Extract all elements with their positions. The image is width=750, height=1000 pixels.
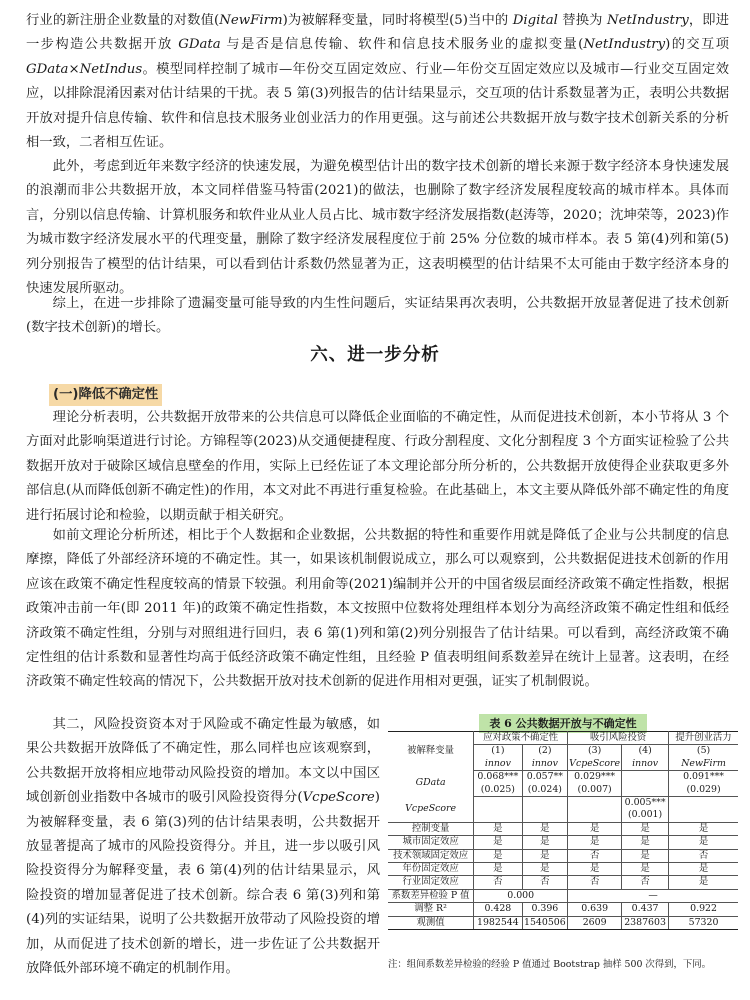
cell: 0.437 [622, 903, 669, 916]
subsection-heading-wrap [49, 383, 162, 407]
cell: 是 [522, 849, 568, 862]
cell: 是 [474, 822, 522, 835]
cell: (0.025) [474, 784, 522, 797]
dep-var: innov [474, 758, 522, 771]
table-row-city-fe [388, 836, 738, 849]
cell: 是 [522, 836, 568, 849]
row-label-gdata: GData [388, 771, 474, 797]
table-row-controls [388, 822, 738, 835]
row-label: 城市固定效应 [388, 836, 474, 849]
row-label: 年份固定效应 [388, 863, 474, 876]
cell: (0.001) [622, 809, 669, 822]
cell [568, 809, 622, 822]
table-row-year-fe [388, 863, 738, 876]
cell: 0.428 [474, 903, 522, 916]
cell [622, 784, 669, 797]
dep-var: innov [622, 758, 669, 771]
cell: 0.639 [568, 903, 622, 916]
col-num: (5) [696, 745, 711, 757]
dep-var-label: 被解释变量 [388, 732, 474, 771]
table-row-pvalue [388, 889, 738, 902]
col-num: (3) [568, 745, 622, 758]
table-row-groups [388, 732, 738, 745]
table-row-r2 [388, 903, 738, 916]
table-row-tech-fe [388, 849, 738, 862]
cell [522, 809, 568, 822]
cell: 57320 [669, 916, 738, 929]
row-label: 技术领域固定效应 [388, 849, 474, 862]
col-num: (4) [622, 745, 669, 758]
cell: 0.000 [474, 889, 568, 902]
cell: 0.005*** [622, 797, 669, 810]
paragraph-summary: 综上，在进一步排除了遗漏变量可能导致的内生性问题后，实证结果再次表明，公共数据开放显著促进了技术创新(数字技术创新)的增长。 [26, 296, 729, 336]
cell: 是 [522, 863, 568, 876]
cell [474, 809, 522, 822]
cell: 否 [568, 876, 622, 889]
cell: (0.029) [669, 784, 738, 797]
cell: 2387603 [622, 916, 669, 929]
paragraph-digital-economy: 此外，考虑到近年来数字经济的快速发展，为避免模型估计出的数字技术创新的增长来源于数字经济本身快速发展的浪潮而非公共数据开放，本文同样借鉴马特雷(2021)的做法，也删除了数字经济发展程度较高的城市样本。具体而言，分别以信息传输、计算机服务和软件业从业人员占比、城市数字经济发展指数(赵涛等，2020；沈坤荣等，2023)作为城市数字经济发展水平的代理变量，删除了数字经济发展程度位于前 25% 分位数的城市样本。表 5 第(4)列和第(5)列分别报告了模型的估计结果，可以看到估计系数仍然显著为正，这表明模型的估计结果不太可能由于数字经济本身的快速发展所驱动。 [26, 159, 730, 297]
cell: 否 [474, 876, 522, 889]
cell [474, 797, 522, 810]
table-row-gdata-coef [388, 771, 738, 784]
section-heading: 六、进一步分析 [310, 345, 440, 365]
cell [568, 797, 622, 810]
cell: (0.024) [522, 784, 568, 797]
cell: 1540506 [523, 916, 566, 928]
cell: 否 [568, 849, 622, 862]
group-header-vc: 吸引风险投资 [568, 732, 669, 745]
cell: 否 [622, 876, 669, 889]
paragraph-theory: 理论分析表明，公共数据开放带来的公共信息可以降低企业面临的不确定性，从而促进技术创新，本小节将从 3 个方面对此影响渠道进行讨论。方锦程等(2023)从交通便捷程度、行政分割程度、文化分割程度 3 个方面实证检验了公共数据开放对于破除区域信息壁垒的作用，实际上已经佐证了本文理论部分所分析的，公共数据开放使得企业获取更多外部信息(从而降低创新不确定性)的作用，本文对此不再进行重复检验。在此基础上，本文主要从降低外部不确定性的角度进行拓展讨论和检验，以期贡献于相关研究。 [26, 410, 729, 523]
cell: 0.057** [522, 771, 568, 784]
paragraph-venture-capital: 其二，风险投资资本对于风险或不确定性最为敏感，如果公共数据开放降低了不确定性，那么同样也应该观察到，公共数据开放将相应地带动风险投资的增加。本文以中国区域创新创业指数中各城市的吸引风险投资得分(VcpeScore)为被解释变量，表 6 第(3)列的估计结果表明，公共数据开放显著提高了城市的风险投资得分。并且，进一步以吸引风险投资得分为解释变量，表 6 第(4)列的估计结果显示，风险投资的增加显著促进了技术创新。综合表 6 第(3)列和第(4)列的实证结果，说明了公共数据开放带动了风险投资的增加，从而促进了技术创新的增长，进一步佐证了公共数据开放降低外部环境不确定的机制作用。 [26, 717, 380, 977]
row-label: 调整 R² [388, 903, 474, 916]
dep-var: innov [522, 758, 568, 771]
col-num: (1) [474, 745, 522, 758]
cell: 是 [669, 836, 738, 849]
cell: 是 [568, 836, 622, 849]
cell: 是 [522, 822, 568, 835]
cell: 是 [568, 822, 622, 835]
col-num: (2) [522, 745, 568, 758]
cell: 是 [669, 863, 738, 876]
cell: 是 [568, 863, 622, 876]
dep-var: NewFirm [669, 758, 738, 771]
row-label: 控制变量 [388, 822, 474, 835]
table-row-vcpe-coef [388, 797, 738, 810]
cell: 是 [622, 863, 669, 876]
dep-var: VcpeScore [569, 757, 621, 769]
group-header-entrepreneurship: 提升创业活力 [669, 732, 738, 745]
cell: 是 [622, 836, 669, 849]
table6-title: 表 6 公共数据开放与不确定性 [479, 714, 646, 733]
group-header-policy: 应对政策不确定性 [474, 732, 568, 745]
table-row-obs [388, 916, 738, 929]
paragraph-policy-uncertainty: 如前文理论分析所述，相比于个人数据和企业数据，公共数据的特性和重要作用就是降低了企业与公共制度的信息摩擦，降低了外部经济环境的不确定性。其一，如果该机制假说成立，那么可以观察到，公共数据促进技术创新的作用应该在政策不确定性程度较高的情景下较强。利用俞等(2021)编制并公开的中国省级层面经济政策不确定性指数，根据政策冲击前一年(即 2011 年)的政策不确定性指数，本文按照中位数将处理组样本划分为高经济政策不确定性组和低经济政策不确定性组，分别与对照组进行回归，表 6 第(1)列和第(2)列分别报告了估计结果。可以看到，高经济政策不确定性组的估计系数和显著性均高于低经济政策不确定性组，且经验 P 值表明组间系数差异在统计上显著。这表明，在经济政策不确定性较高的情况下，公共数据开放对技术创新的促进作用相对更强，证实了机制假说。 [26, 528, 729, 690]
cell: 否 [522, 876, 568, 889]
cell: 是 [622, 849, 669, 862]
table-row-industry-fe [388, 876, 738, 889]
cell: (0.007) [568, 784, 622, 797]
cell: 0.396 [522, 903, 568, 916]
cell: 是 [474, 836, 522, 849]
cell: 0.029*** [568, 771, 622, 784]
cell: 0.922 [669, 903, 738, 916]
cell: 是 [669, 822, 738, 835]
cell [622, 771, 669, 784]
table6 [388, 731, 738, 930]
row-label: 系数差异检验 P 值 [388, 889, 474, 902]
cell: 1982544 [474, 916, 522, 929]
cell: 否 [669, 849, 738, 862]
subsection-heading: (一)降低不确定性 [49, 384, 162, 406]
row-label: 行业固定效应 [388, 876, 474, 889]
row-label-vcpe: VcpeScore [388, 797, 474, 823]
cell [669, 797, 738, 810]
cell: 是 [474, 863, 522, 876]
cell: 是 [474, 849, 522, 862]
cell: 是 [622, 822, 669, 835]
cell [669, 809, 738, 822]
cell: — [568, 889, 738, 902]
row-label: 观测值 [388, 916, 474, 929]
cell: 是 [669, 876, 738, 889]
table6-note: 注：组间系数差异检验的经验 P 值通过 Bootstrap 抽样 500 次得到，下同。 [388, 959, 712, 970]
cell [522, 797, 568, 810]
paragraph-newfirm-interaction: 行业的新注册企业数量的对数值(NewFirm)为被解释变量，同时将模型(5)当中的 Digital 替换为 NetIndustry，即进一步构造公共数据开放 GData 与是否是信息传输、软件和信息技术服务业的虚拟变量(NetIndustry)的交互项 GData×NetIndus。模型同样控制了城市—年份交互固定效应、行业—年份交互固定效应以及城市—行业交互固定效应，以排除混淆因素对估计结果的干扰。表 5 第(3)列报告的估计结果显示，交互项的估计系数显著为正，表明公共数据开放对提升信息传输、软件和信息技术服务业创业活力的作用更强。这与前述公共数据开放与数字技术创新关系的分析相一致，二者相互佐证。 [26, 13, 730, 151]
cell: 0.091*** [683, 771, 724, 783]
cell: 2609 [568, 916, 622, 929]
cell: 0.068*** [474, 771, 522, 784]
